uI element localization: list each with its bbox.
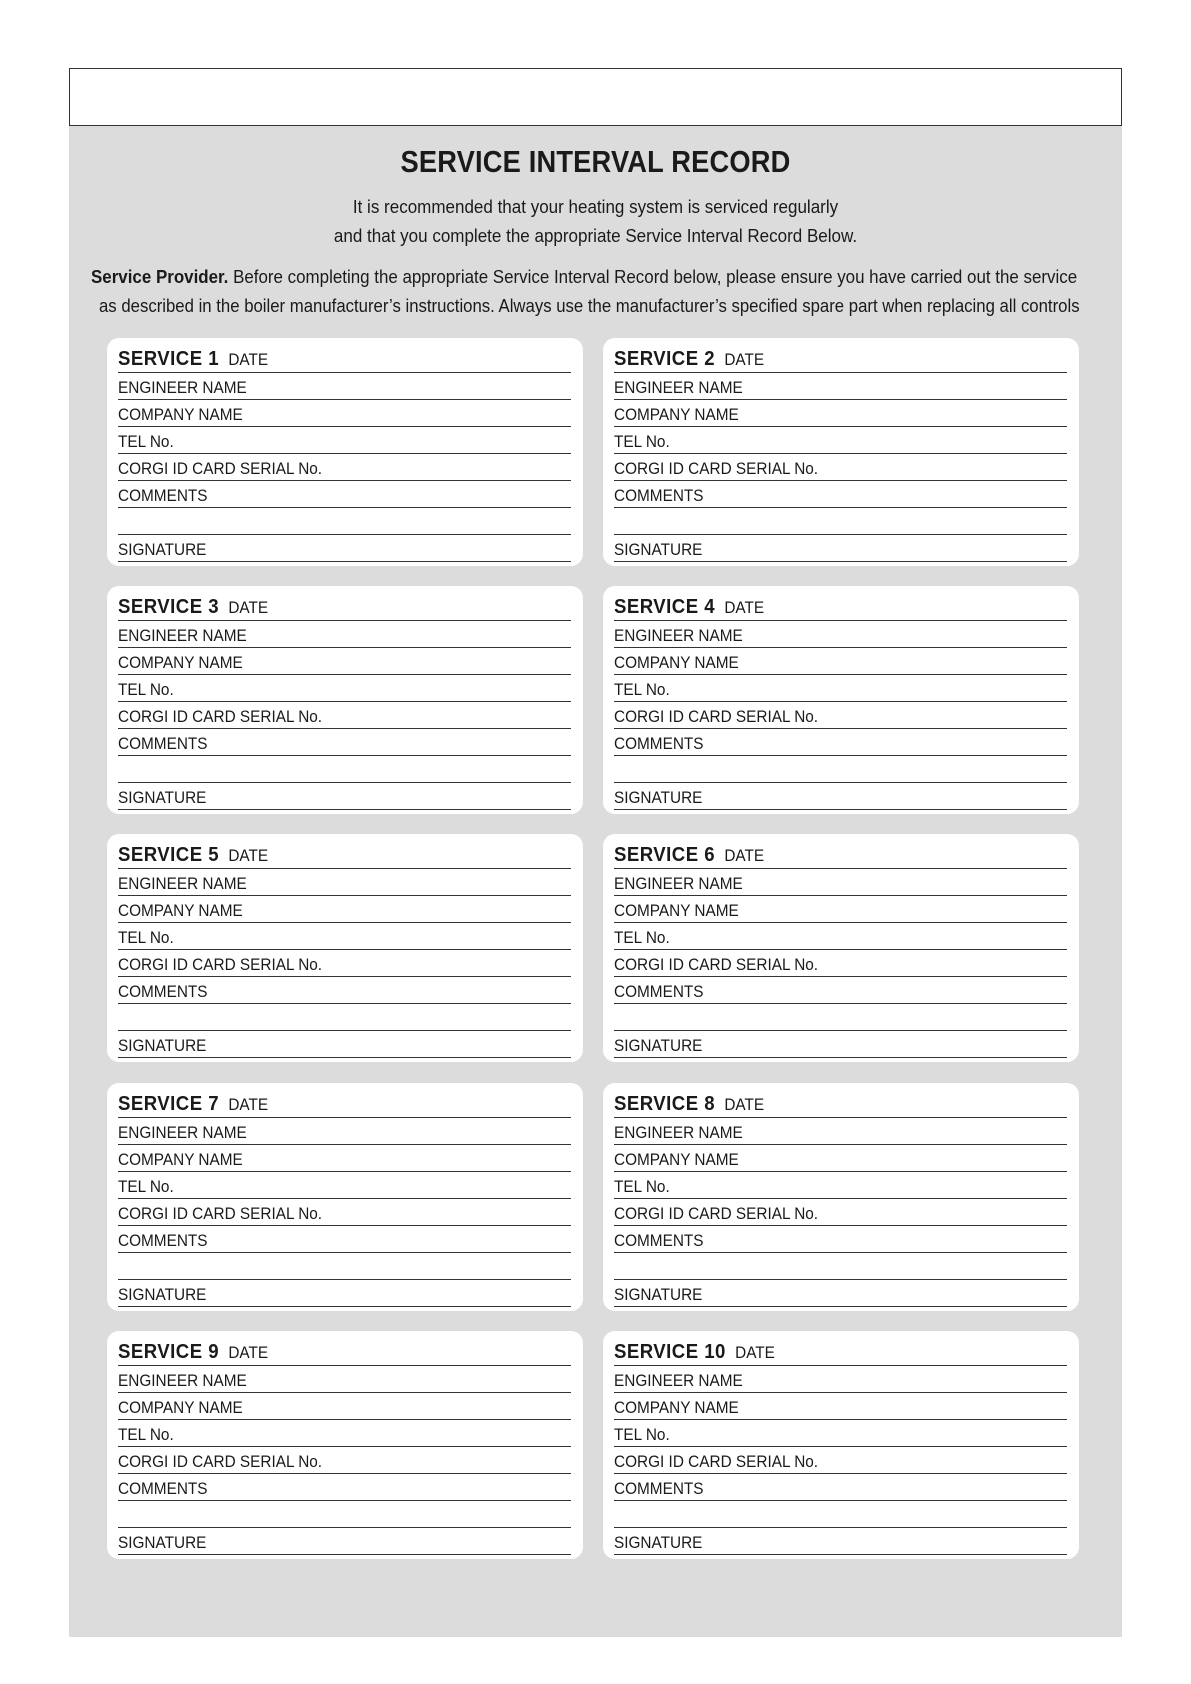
tel-label: TEL No.	[614, 681, 670, 699]
comments-extra-line[interactable]	[118, 1004, 571, 1031]
comments-field[interactable]	[118, 977, 571, 1004]
tel-label: TEL No.	[614, 1178, 670, 1196]
signature-field[interactable]	[118, 1528, 571, 1555]
engineer-name-label: ENGINEER NAME	[118, 627, 247, 645]
signature-label: SIGNATURE	[614, 789, 703, 807]
service-heading	[118, 844, 268, 867]
notice-bold: Service Provider.	[91, 266, 229, 287]
service-card	[603, 1083, 1079, 1311]
signature-label: SIGNATURE	[118, 541, 207, 559]
date-label: DATE	[228, 1096, 269, 1114]
company-name-label: COMPANY NAME	[118, 902, 243, 920]
corgi-serial-field[interactable]	[614, 702, 1067, 729]
comments-label: COMMENTS	[614, 1480, 704, 1498]
corgi-serial-field[interactable]	[614, 454, 1067, 481]
date-field[interactable]	[118, 842, 571, 869]
service-title: SERVICE 9	[118, 1341, 220, 1363]
company-name-label: COMPANY NAME	[118, 1151, 243, 1169]
service-card	[107, 834, 583, 1062]
service-title: SERVICE 2	[614, 348, 716, 370]
company-name-field[interactable]	[118, 1393, 571, 1420]
corgi-serial-label: CORGI ID CARD SERIAL No.	[614, 460, 819, 478]
tel-field[interactable]	[614, 427, 1067, 454]
comments-label: COMMENTS	[118, 1480, 208, 1498]
signature-field[interactable]	[614, 1528, 1067, 1555]
tel-field[interactable]	[614, 675, 1067, 702]
comments-field[interactable]	[614, 481, 1067, 508]
corgi-serial-label: CORGI ID CARD SERIAL No.	[118, 460, 323, 478]
tel-label: TEL No.	[118, 929, 174, 947]
comments-label: COMMENTS	[614, 487, 704, 505]
service-title: SERVICE 5	[118, 844, 220, 866]
engineer-name-field[interactable]	[614, 1118, 1067, 1145]
service-title: SERVICE 10	[614, 1341, 726, 1363]
notice-line-2: as described in the boiler manufacturer’s instructions. Always use the manufacturer’s specified spare part when replacing all controls	[99, 295, 1080, 316]
comments-field[interactable]	[118, 1226, 571, 1253]
engineer-name-label: ENGINEER NAME	[614, 627, 743, 645]
comments-extra-line[interactable]	[614, 756, 1067, 783]
engineer-name-field[interactable]	[614, 373, 1067, 400]
service-heading	[118, 1093, 268, 1116]
corgi-serial-field[interactable]	[118, 702, 571, 729]
signature-field[interactable]	[614, 535, 1067, 562]
service-card	[603, 338, 1079, 566]
tel-field[interactable]	[118, 1420, 571, 1447]
tel-label: TEL No.	[614, 1426, 670, 1444]
service-card	[107, 1331, 583, 1559]
header-box	[69, 68, 1122, 126]
date-field[interactable]	[614, 1339, 1067, 1366]
comments-label: COMMENTS	[614, 983, 704, 1001]
service-heading	[118, 1341, 268, 1364]
signature-field[interactable]	[614, 783, 1067, 810]
date-label: DATE	[735, 1344, 775, 1362]
corgi-serial-label: CORGI ID CARD SERIAL No.	[118, 708, 323, 726]
tel-label: TEL No.	[118, 433, 174, 451]
signature-label: SIGNATURE	[614, 1534, 703, 1552]
corgi-serial-label: CORGI ID CARD SERIAL No.	[118, 1453, 323, 1471]
corgi-serial-field[interactable]	[118, 1199, 571, 1226]
company-name-field[interactable]	[614, 1393, 1067, 1420]
comments-label: COMMENTS	[614, 1232, 704, 1250]
date-field[interactable]	[118, 1091, 571, 1118]
service-card	[603, 1331, 1079, 1559]
date-field[interactable]	[614, 346, 1067, 373]
company-name-field[interactable]	[118, 400, 571, 427]
signature-field[interactable]	[118, 535, 571, 562]
date-label: DATE	[228, 599, 269, 617]
corgi-serial-label: CORGI ID CARD SERIAL No.	[614, 708, 819, 726]
comments-label: COMMENTS	[118, 735, 208, 753]
intro-line-1: It is recommended that your heating system is serviced regularly	[352, 196, 839, 217]
corgi-serial-label: CORGI ID CARD SERIAL No.	[614, 1453, 819, 1471]
comments-label: COMMENTS	[614, 735, 704, 753]
service-heading	[118, 348, 268, 371]
signature-field[interactable]	[118, 1280, 571, 1307]
tel-label: TEL No.	[118, 1178, 174, 1196]
tel-field[interactable]	[118, 675, 571, 702]
signature-field[interactable]	[614, 1031, 1067, 1058]
service-title: SERVICE 7	[118, 1093, 220, 1115]
corgi-serial-field[interactable]	[118, 1447, 571, 1474]
comments-extra-line[interactable]	[118, 756, 571, 783]
comments-extra-line[interactable]	[614, 508, 1067, 535]
company-name-label: COMPANY NAME	[614, 406, 739, 424]
engineer-name-field[interactable]	[118, 373, 571, 400]
corgi-serial-label: CORGI ID CARD SERIAL No.	[118, 956, 323, 974]
comments-label: COMMENTS	[118, 487, 208, 505]
company-name-label: COMPANY NAME	[614, 1151, 739, 1169]
signature-label: SIGNATURE	[118, 1037, 207, 1055]
tel-label: TEL No.	[118, 681, 174, 699]
comments-extra-line[interactable]	[614, 1253, 1067, 1280]
tel-field[interactable]	[118, 427, 571, 454]
comments-extra-line[interactable]	[118, 1253, 571, 1280]
corgi-serial-label: CORGI ID CARD SERIAL No.	[614, 956, 819, 974]
service-heading	[614, 348, 764, 371]
service-heading	[614, 844, 764, 867]
company-name-field[interactable]	[614, 1145, 1067, 1172]
engineer-name-field[interactable]	[118, 621, 571, 648]
comments-label: COMMENTS	[118, 1232, 208, 1250]
comments-field[interactable]	[614, 1474, 1067, 1501]
service-heading	[614, 1341, 775, 1364]
comments-field[interactable]	[614, 977, 1067, 1004]
company-name-label: COMPANY NAME	[118, 654, 243, 672]
engineer-name-field[interactable]	[118, 1366, 571, 1393]
company-name-field[interactable]	[614, 648, 1067, 675]
date-field[interactable]	[614, 842, 1067, 869]
company-name-field[interactable]	[614, 896, 1067, 923]
corgi-serial-label: CORGI ID CARD SERIAL No.	[118, 1205, 323, 1223]
tel-field[interactable]	[118, 923, 571, 950]
tel-field[interactable]	[614, 1420, 1067, 1447]
intro-line-2: and that you complete the appropriate Service Interval Record Below.	[333, 225, 858, 246]
tel-field[interactable]	[614, 1172, 1067, 1199]
signature-field[interactable]	[118, 783, 571, 810]
service-card	[603, 834, 1079, 1062]
corgi-serial-field[interactable]	[614, 1199, 1067, 1226]
date-field[interactable]	[614, 1091, 1067, 1118]
tel-label: TEL No.	[614, 929, 670, 947]
date-label: DATE	[724, 1096, 765, 1114]
notice-text-1: Before completing the appropriate Service Interval Record below, please ensure you have carried out the service	[228, 266, 1078, 287]
engineer-name-label: ENGINEER NAME	[118, 379, 247, 397]
engineer-name-field[interactable]	[118, 869, 571, 896]
engineer-name-label: ENGINEER NAME	[614, 875, 743, 893]
date-field[interactable]	[118, 1339, 571, 1366]
comments-field[interactable]	[614, 729, 1067, 756]
company-name-label: COMPANY NAME	[118, 1399, 243, 1417]
service-card	[107, 586, 583, 814]
company-name-label: COMPANY NAME	[614, 654, 739, 672]
signature-label: SIGNATURE	[614, 1037, 703, 1055]
tel-label: TEL No.	[118, 1426, 174, 1444]
service-title: SERVICE 4	[614, 596, 716, 618]
engineer-name-field[interactable]	[118, 1118, 571, 1145]
engineer-name-label: ENGINEER NAME	[614, 1124, 743, 1142]
signature-label: SIGNATURE	[118, 1534, 207, 1552]
notice-line-1	[91, 266, 1078, 288]
engineer-name-label: ENGINEER NAME	[118, 875, 247, 893]
page-panel	[69, 68, 1122, 1637]
date-label: DATE	[724, 847, 765, 865]
comments-extra-line[interactable]	[614, 1004, 1067, 1031]
service-card	[107, 338, 583, 566]
corgi-serial-field[interactable]	[614, 1447, 1067, 1474]
comments-extra-line[interactable]	[118, 508, 571, 535]
engineer-name-label: ENGINEER NAME	[118, 1372, 247, 1390]
company-name-label: COMPANY NAME	[614, 902, 739, 920]
comments-extra-line[interactable]	[118, 1501, 571, 1528]
signature-field[interactable]	[614, 1280, 1067, 1307]
comments-field[interactable]	[118, 481, 571, 508]
service-title: SERVICE 1	[118, 348, 220, 370]
company-name-field[interactable]	[118, 648, 571, 675]
engineer-name-label: ENGINEER NAME	[614, 379, 743, 397]
comments-extra-line[interactable]	[614, 1501, 1067, 1528]
service-card	[603, 586, 1079, 814]
service-heading	[118, 596, 268, 619]
comments-field[interactable]	[614, 1226, 1067, 1253]
corgi-serial-field[interactable]	[614, 950, 1067, 977]
signature-label: SIGNATURE	[614, 541, 703, 559]
engineer-name-label: ENGINEER NAME	[118, 1124, 247, 1142]
company-name-label: COMPANY NAME	[118, 406, 243, 424]
company-name-field[interactable]	[614, 400, 1067, 427]
service-heading	[614, 596, 764, 619]
engineer-name-field[interactable]	[614, 869, 1067, 896]
tel-field[interactable]	[614, 923, 1067, 950]
tel-field[interactable]	[118, 1172, 571, 1199]
corgi-serial-label: CORGI ID CARD SERIAL No.	[614, 1205, 819, 1223]
service-title: SERVICE 3	[118, 596, 220, 618]
date-label: DATE	[228, 351, 269, 369]
comments-label: COMMENTS	[118, 983, 208, 1001]
date-label: DATE	[228, 1344, 269, 1362]
date-field[interactable]	[614, 594, 1067, 621]
comments-field[interactable]	[118, 729, 571, 756]
tel-label: TEL No.	[614, 433, 670, 451]
engineer-name-field[interactable]	[614, 621, 1067, 648]
date-label: DATE	[724, 351, 765, 369]
service-card	[107, 1083, 583, 1311]
corgi-serial-field[interactable]	[118, 950, 571, 977]
corgi-serial-field[interactable]	[118, 454, 571, 481]
date-label: DATE	[228, 847, 269, 865]
comments-field[interactable]	[118, 1474, 571, 1501]
service-heading	[614, 1093, 764, 1116]
signature-label: SIGNATURE	[118, 1286, 207, 1304]
date-label: DATE	[724, 599, 765, 617]
service-title: SERVICE 6	[614, 844, 716, 866]
signature-label: SIGNATURE	[118, 789, 207, 807]
company-name-field[interactable]	[118, 1145, 571, 1172]
page-title: SERVICE INTERVAL RECORD	[400, 144, 791, 179]
company-name-field[interactable]	[118, 896, 571, 923]
date-field[interactable]	[118, 346, 571, 373]
company-name-label: COMPANY NAME	[614, 1399, 739, 1417]
service-title: SERVICE 8	[614, 1093, 716, 1115]
signature-field[interactable]	[118, 1031, 571, 1058]
date-field[interactable]	[118, 594, 571, 621]
engineer-name-field[interactable]	[614, 1366, 1067, 1393]
engineer-name-label: ENGINEER NAME	[614, 1372, 743, 1390]
signature-label: SIGNATURE	[614, 1286, 703, 1304]
